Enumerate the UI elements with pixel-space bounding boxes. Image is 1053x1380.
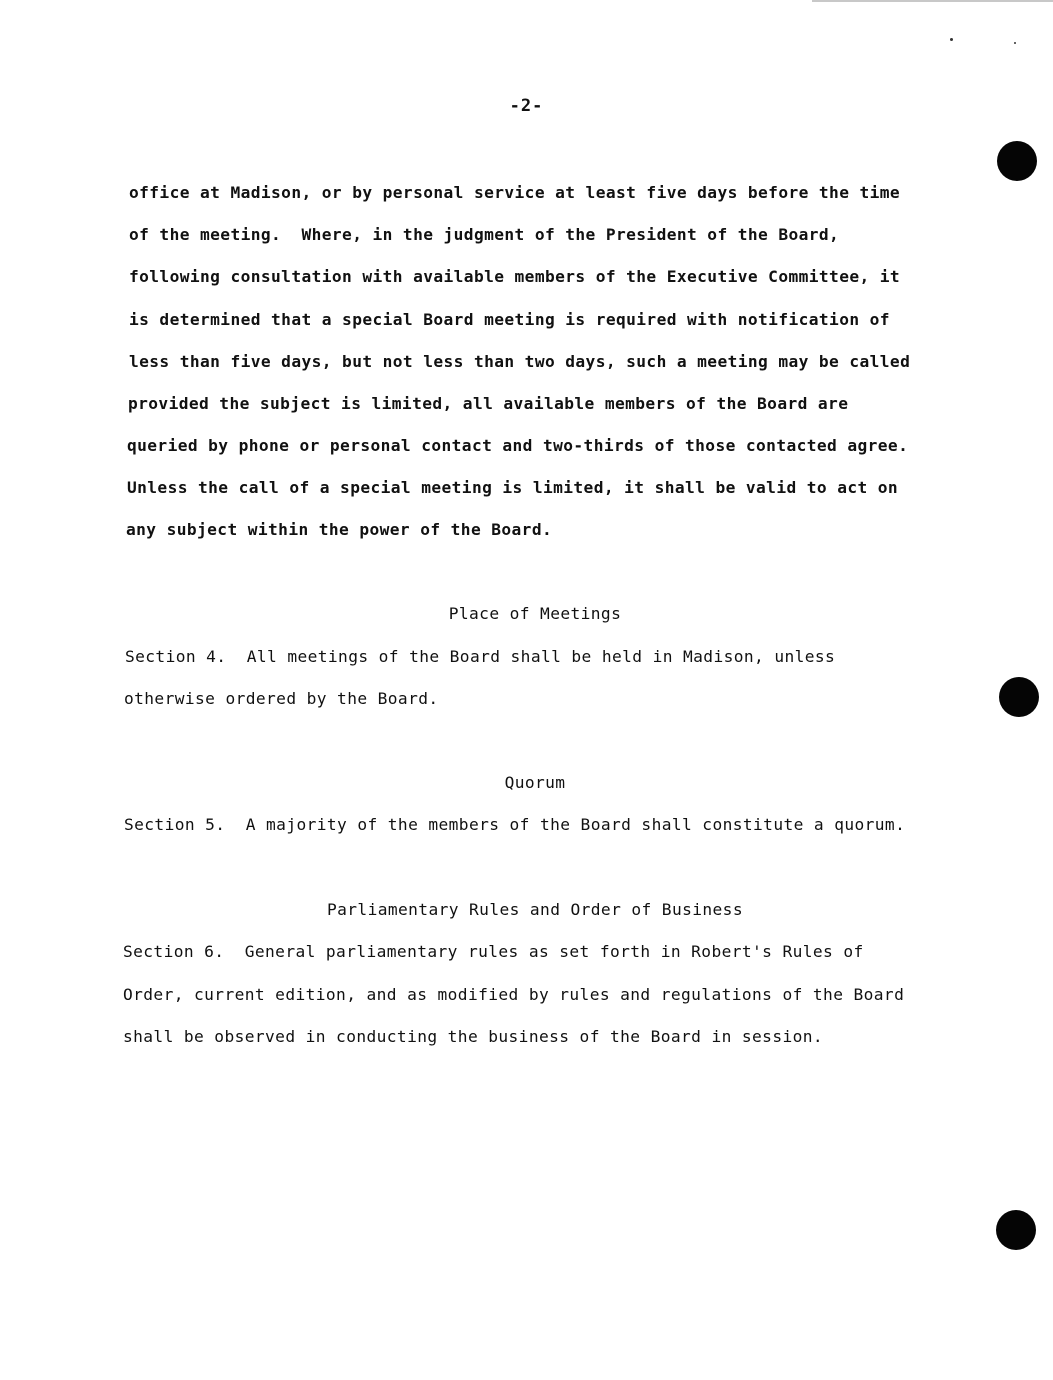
paragraph-line: provided the subject is limited, all available members of the Board are: [128, 394, 849, 413]
section-line: Section 6. General parliamentary rules as set forth in Robert's Rules of: [123, 942, 864, 961]
paragraph-line: queried by phone or personal contact and two-thirds of those contacted agree.: [127, 436, 909, 455]
paragraph-line: of the meeting. Where, in the judgment of the President of the Board,: [129, 225, 840, 244]
section-line: Order, current edition, and as modified by rules and regulations of the Board: [123, 985, 905, 1004]
binder-punch-hole: [999, 677, 1039, 717]
section-line: otherwise ordered by the Board.: [124, 689, 439, 708]
page-number: -2-: [509, 96, 544, 116]
section-heading: Parliamentary Rules and Order of Business: [327, 900, 743, 919]
section-line: Section 5. A majority of the members of the Board shall constitute a quorum.: [124, 815, 906, 834]
paragraph-line: Unless the call of a special meeting is limited, it shall be valid to act on: [127, 478, 899, 497]
binder-punch-hole: [996, 1210, 1036, 1250]
binder-punch-hole: [997, 141, 1037, 181]
paragraph-line: is determined that a special Board meeting is required with notification of: [129, 310, 890, 329]
paragraph-line: office at Madison, or by personal service at least five days before the time: [129, 183, 901, 202]
top-edge-rule: [812, 0, 1053, 2]
section-line: shall be observed in conducting the business of the Board in session.: [123, 1027, 824, 1046]
paragraph-line: following consultation with available members of the Executive Committee, it: [129, 267, 901, 286]
section-heading: Quorum: [504, 773, 566, 792]
section-line: Section 4. All meetings of the Board shall be held in Madison, unless: [125, 647, 836, 666]
paragraph-line: any subject within the power of the Board.: [126, 520, 553, 539]
scan-speck: [950, 38, 953, 41]
scan-speck: [1014, 42, 1016, 44]
section-heading: Place of Meetings: [448, 604, 622, 623]
paragraph-line: less than five days, but not less than two days, such a meeting may be called: [129, 352, 911, 371]
